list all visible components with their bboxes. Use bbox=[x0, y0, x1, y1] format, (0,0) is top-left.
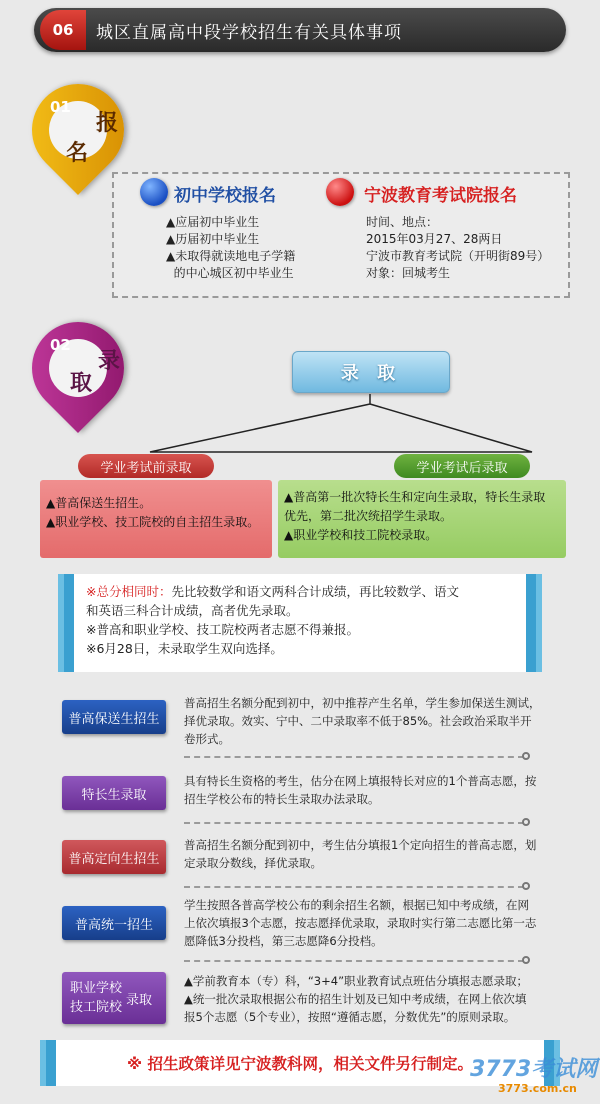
divider-dot-icon bbox=[522, 956, 530, 964]
row-line: 学生按照各普高学校公布的剩余招生名额，根据已知中考成绩，在网 bbox=[184, 898, 529, 912]
info-line: 宁波市教育考试院（开明街89号） bbox=[366, 249, 550, 263]
row-divider bbox=[184, 756, 524, 758]
row-line: 择优录取。效实、宁中、二中录取率不低于85%。社会政治采取半开 bbox=[184, 714, 532, 728]
section-number-badge: 06 bbox=[40, 10, 86, 50]
post-exam-admission-label: 学业考试后录取 bbox=[394, 454, 530, 478]
watermark-url: 3773.com.cn bbox=[498, 1082, 577, 1095]
pre-exam-admission-label: 学业考试前录取 bbox=[78, 454, 214, 478]
row-line: 定录取分数线，择优录取。 bbox=[184, 856, 322, 870]
row-description bbox=[184, 896, 544, 950]
pin-title-char: 报 bbox=[96, 111, 119, 136]
row-label-directed: 普高定向生招生 bbox=[62, 840, 166, 874]
note-line bbox=[86, 582, 514, 601]
exam-institute-registration-title: 宁波教育考试院报名 bbox=[364, 186, 517, 206]
row-label-stack bbox=[70, 979, 122, 1017]
connector-lines bbox=[0, 0, 600, 480]
section-title: 城区直属高中段学校招生有关具体事项 bbox=[96, 23, 402, 43]
row-label-line: 职业学校 bbox=[70, 981, 123, 996]
box-line: ▲普高保送生招生。 bbox=[46, 496, 152, 510]
row-line: 上依次填报3个志愿，按志愿择优录取，录取时实行第二志愿比第一志 bbox=[184, 916, 537, 930]
pin-number: 01 bbox=[50, 98, 71, 116]
info-line: 对象：回城考生 bbox=[366, 266, 451, 280]
row-divider bbox=[184, 886, 524, 888]
row-line: 普高招生名额分配到初中，考生估分填报1个定向招生的普高志愿，划 bbox=[184, 838, 537, 852]
row-line: ▲统一批次录取根据公布的招生计划及已知中考成绩，在网上依次填 bbox=[184, 992, 527, 1006]
tree-connector bbox=[150, 394, 532, 452]
info-line: 时间、地点： bbox=[366, 215, 439, 229]
row-label-line: 技工院校 bbox=[70, 1000, 123, 1015]
note-line: 和英语三科合计成绩，高者优先录取。 bbox=[86, 603, 299, 618]
row-line: 具有特长生资格的考生，估分在网上填报特长对应的1个普高志愿，按 bbox=[184, 774, 537, 788]
row-label-side: 录取 bbox=[126, 992, 153, 1008]
policy-footer: ※ 招生政策详见宁波教科网，相关文件另行制定。 bbox=[46, 1040, 554, 1086]
divider-dot-icon bbox=[522, 752, 530, 760]
pin-number: 02 bbox=[50, 336, 71, 354]
row-label-specialty: 特长生录取 bbox=[62, 776, 166, 810]
row-divider bbox=[184, 822, 524, 824]
row-line: ▲学前教育本（专）科，“3+4”职业教育试点班估分填报志愿录取； bbox=[184, 974, 529, 988]
row-description bbox=[184, 694, 544, 748]
row-description bbox=[184, 972, 544, 1026]
list-item: ▲未取得就读地电子学籍 bbox=[166, 249, 296, 263]
row-description bbox=[184, 836, 544, 872]
pin-title-char: 录 bbox=[98, 349, 121, 374]
row-divider bbox=[184, 960, 524, 962]
row-label-vocational bbox=[62, 972, 166, 1024]
row-line: 普高招生名额分配到初中，初中推荐产生名单，学生参加保送生测试， bbox=[184, 696, 541, 710]
divider-dot-icon bbox=[522, 882, 530, 890]
row-line: 报5个志愿（5个专业），按照“遵循志愿，分数优先”的原则录取。 bbox=[184, 1010, 516, 1024]
list-item: ▲历届初中毕业生 bbox=[166, 232, 260, 246]
list-item: ▲应届初中毕业生 bbox=[166, 215, 260, 229]
box-line: ▲职业学校和技工院校录取。 bbox=[284, 528, 438, 542]
box-line: ▲职业学校、技工院校的自主招生录取。 bbox=[46, 515, 260, 529]
row-line: 卷形式。 bbox=[184, 732, 230, 746]
note-line: ※6月28日，未录取学生双向选择。 bbox=[86, 641, 283, 656]
note-prefix: ※总分相同时： bbox=[86, 584, 172, 599]
box-line: 优先，第二批次统招学生录取。 bbox=[284, 509, 453, 523]
row-label-guaranteed: 普高保送生招生 bbox=[62, 700, 166, 734]
middle-school-registration-title: 初中学校报名 bbox=[174, 186, 276, 206]
pre-exam-admission-box bbox=[40, 480, 272, 558]
row-line: 招生学校公布的特长生录取办法录取。 bbox=[184, 792, 380, 806]
note-line: ※普高和职业学校、技工院校两者志愿不得兼报。 bbox=[86, 622, 359, 637]
row-description bbox=[184, 772, 544, 808]
divider-dot-icon bbox=[522, 818, 530, 826]
admission-box: 录 取 bbox=[292, 351, 450, 393]
row-line: 愿降低3分投档，第三志愿降6分投档。 bbox=[184, 934, 383, 948]
pin-title-char: 取 bbox=[70, 371, 93, 396]
tie-break-note bbox=[64, 574, 536, 672]
watermark-brand: 3773考试网 bbox=[470, 1057, 598, 1082]
pin-title-char: 名 bbox=[66, 141, 89, 166]
list-item: 的中心城区初中毕业生 bbox=[166, 266, 294, 280]
post-exam-admission-box bbox=[278, 480, 566, 558]
row-label-unified: 普高统一招生 bbox=[62, 906, 166, 940]
info-line: 2015年03月27、28两日 bbox=[366, 232, 503, 246]
box-line: ▲普高第一批次特长生和定向生录取，特长生录取 bbox=[284, 490, 546, 504]
note-text: 先比较数学和语文两科合计成绩，再比较数学、语文 bbox=[171, 584, 459, 599]
